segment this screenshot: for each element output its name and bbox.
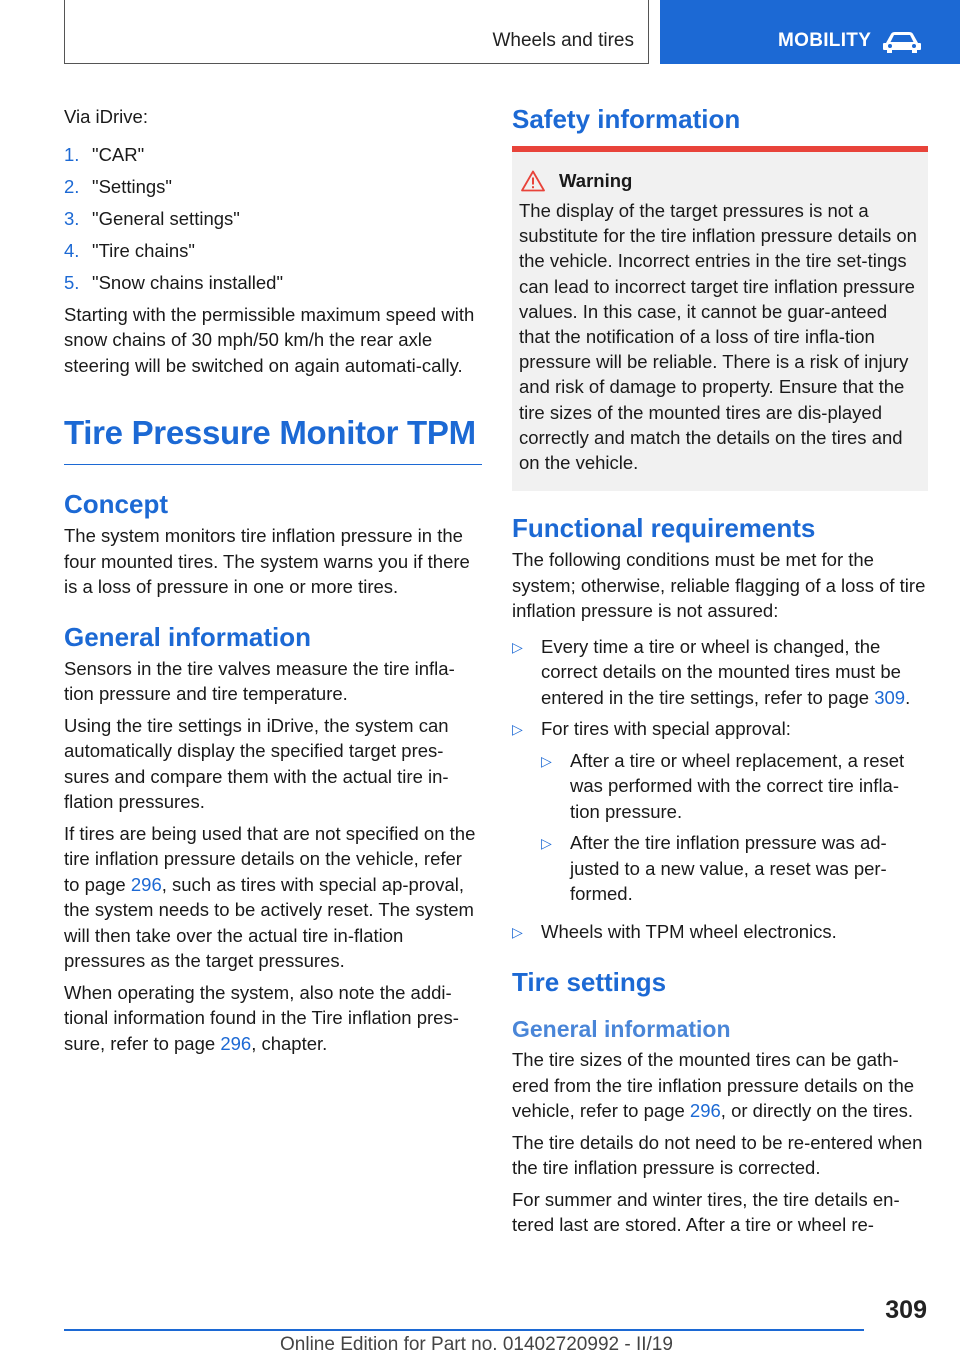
step-number: 4. (64, 239, 80, 261)
idrive-steps (64, 142, 482, 296)
warning-text: The display of the target pressures is not a substitute for the tire inflation pressure details on the vehicle. Incorrect entries in the tire set‐tings can lead to incorrect target tire inflation pressure values. In this case, it cannot be guar‐anteed that the notification of a loss of tire infla‐tion pressure will be reliable. There is a risk of injury and risk of damage to property. Ensure that the tire sizes of the mounted tires are dis‐played correctly and match the details on the tires and on the vehicle. (519, 200, 917, 474)
step-text: "Settings" (92, 175, 172, 197)
header-chapter-tab (660, 0, 960, 64)
general-info-p4 (64, 980, 482, 1057)
warning-box (512, 146, 928, 491)
requirements-list (512, 634, 928, 946)
triangle-bullet-icon: ▷ (512, 923, 523, 940)
step-number: 2. (64, 175, 80, 197)
text-run: , or directly on the tires. (720, 1100, 914, 1122)
triangle-bullet-icon: ▷ (541, 752, 552, 769)
step-text: "CAR" (92, 143, 145, 165)
list-item (64, 270, 482, 296)
triangle-bullet-icon: ▷ (541, 835, 552, 852)
header-section-title: Wheels and tires (492, 30, 634, 51)
page-link-296[interactable]: 296 (130, 873, 162, 895)
page-number: 309 (885, 1296, 927, 1324)
text-run: , chapter. (251, 1032, 328, 1054)
header-chapter-title: MOBILITY (778, 30, 872, 51)
list-text (541, 634, 928, 711)
idrive-intro: Via iDrive: (64, 106, 148, 127)
general-info-p3 (64, 821, 482, 974)
sub-list (541, 748, 928, 907)
page-link-309[interactable]: 309 (874, 686, 906, 708)
car-icon (882, 30, 922, 54)
triangle-bullet-icon: ▷ (512, 721, 523, 738)
text-run: When operating the system, also note the addi‐tional information found in the Tire inflation pres‐sure, refer to page (64, 981, 459, 1054)
page-link-296[interactable]: 296 (220, 1032, 252, 1054)
text-run: , such as tires with special ap‐proval, the system needs to be actively reset. The system will then take over the actual tire in‐flation pressures as the target pressures. (64, 873, 474, 971)
step-text: "General settings" (92, 207, 240, 229)
step-number: 1. (64, 143, 80, 165)
warning-header (519, 170, 920, 192)
concept-text: The system monitors tire inflation pressure in the four mounted tires. The system warns you if there is a loss of pressure in one or more tires. (64, 525, 470, 597)
text-run: The tire sizes of the mounted tires can be gath‐ered from the tire inflation pressure details on the vehicle, refer to page (512, 1049, 915, 1122)
tire-settings-p2: The tire details do not need to be re-entered when the tire inflation pressure is corrected. (512, 1131, 923, 1179)
tire-settings-heading: Tire settings (512, 967, 667, 998)
left-column (64, 104, 482, 1062)
tpm-heading: Tire Pressure Monitor TPM (64, 414, 482, 465)
right-column (512, 104, 928, 1244)
general-info-p1: Sensors in the tire valves measure the tire infla‐tion pressure and tire temperature. (64, 657, 455, 704)
header-section-box (64, 0, 649, 64)
concept-heading: Concept (64, 489, 168, 519)
text-run: . (905, 686, 911, 708)
safety-heading: Safety information (512, 104, 741, 134)
list-item (64, 238, 482, 264)
snow-chains-note: Starting with the permissible maximum speed with snow chains of 30 mph/50 km/h the rear axle steering will be switched on again automati‐cally. (64, 303, 475, 376)
page-link-296[interactable]: 296 (689, 1100, 721, 1122)
list-item (512, 634, 928, 711)
step-text: "Tire chains" (92, 239, 195, 261)
list-item (64, 206, 482, 232)
general-info-heading: General information (64, 621, 312, 652)
list-text (541, 716, 928, 913)
list-item (541, 748, 928, 825)
functional-requirements-heading: Functional requirements (512, 513, 816, 544)
step-number: 5. (64, 271, 80, 293)
tire-settings-p1 (512, 1047, 928, 1124)
tire-settings-general-heading: General information (512, 1016, 731, 1043)
text-run: For tires with special approval: (541, 718, 791, 740)
list-text: After the tire inflation pressure was ad‐justed to a new value, a reset was per‐formed. (570, 832, 887, 905)
general-info-p2: Using the tire settings in iDrive, the system can automatically display the specified target pres‐sures and compare them with the actual tire in‐flation pressures. (64, 714, 449, 812)
functional-intro: The following conditions must be met for the system; otherwise, reliable flagging of a loss of tire inflation pressure is not assured: (512, 549, 926, 622)
triangle-bullet-icon: ▷ (512, 638, 523, 655)
list-text: Wheels with TPM wheel electronics. (541, 920, 837, 942)
step-number: 3. (64, 207, 80, 229)
list-text: After a tire or wheel replacement, a reset was performed with the correct tire infla‐tion pressure. (570, 749, 905, 822)
warning-label: Warning (559, 170, 633, 191)
step-text: "Snow chains installed" (92, 271, 284, 293)
list-item (64, 174, 482, 200)
list-item (512, 716, 928, 913)
list-item (512, 919, 928, 946)
text-run: If tires are being used that are not specified on the tire inflation pressure details on the vehicle, refer to page (64, 822, 476, 895)
footer-divider (64, 1329, 864, 1331)
list-item (64, 142, 482, 168)
warning-triangle-icon (521, 170, 545, 192)
tire-settings-p3: For summer and winter tires, the tire details en‐tered last are stored. After a tire or wheel re‐ (512, 1188, 900, 1236)
text-run: Every time a tire or wheel is changed, the correct details on the mounted tires must be entered in the tire settings, refer to page (541, 635, 901, 708)
footer-edition: Online Edition for Part no. 01402720992 - II/19 (280, 1334, 673, 1355)
list-item (541, 830, 928, 907)
